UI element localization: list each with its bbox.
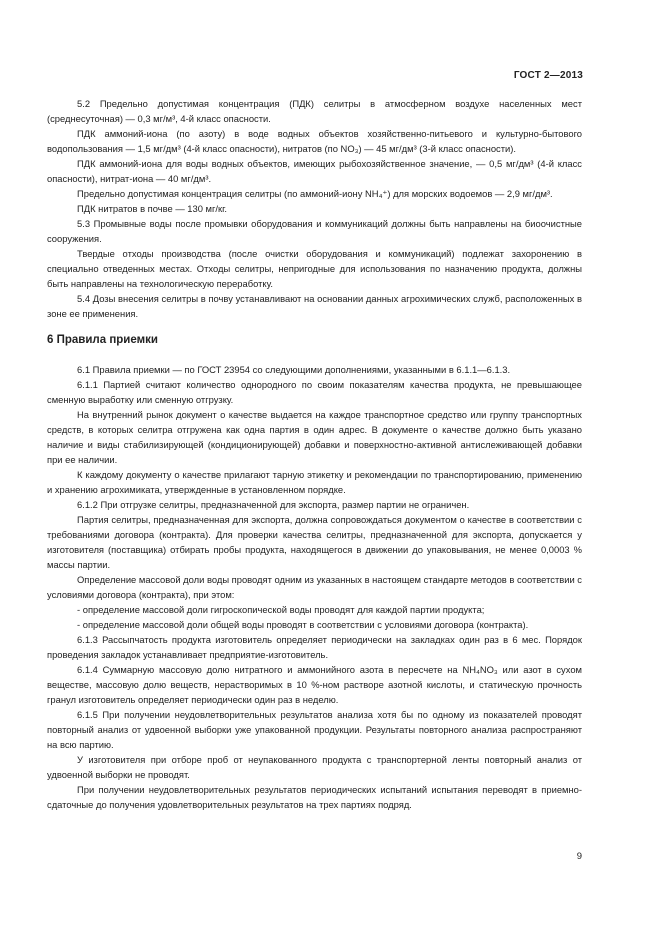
paragraph: 6.1.2 При отгрузке селитры, предназначенной для экспорта, размер партии не ограничен.: [77, 499, 470, 510]
paragraph: При получении неудовлетворительных результатов периодических испытаний испытания переводят в приемно-сдаточные до получения удовлетворительных результатов на трех партиях подряд.: [47, 784, 582, 810]
paragraph: 6.1.5 При получении неудовлетворительных результатов анализа хотя бы по одному из показателей проводят повторный анализ от удвоенной выборки уже упакованной продукции. Результаты повторного анализа распространяют на всю партию.: [47, 709, 582, 750]
paragraph: Твердые отходы производства (после очистки оборудования и коммуникаций) подлежат захоронению в специально отведенных местах. Отходы селитры, непригодные для использования по назначению продукта, должны быть направлены на технологическую переработку.: [47, 248, 582, 289]
paragraph: 6.1 Правила приемки — по ГОСТ 23954 со следующими дополнениями, указанными в 6.1.1—6.1.3.: [77, 364, 511, 375]
paragraph: ПДК нитратов в почве — 130 мг/кг.: [77, 203, 227, 214]
section-title: Правила приемки: [56, 334, 158, 346]
paragraph: 5.3 Промывные воды после промывки оборудования и коммуникаций должны быть направлены на биоочистные сооружения.: [47, 218, 582, 244]
paragraph: У изготовителя при отборе проб от неупакованного продукта с транспортерной ленты повторный анализ от удвоенной выборки не проводят.: [47, 754, 582, 780]
list-item: - определение массовой доли гигроскопической воды проводят для каждой партии продукта;: [77, 604, 485, 615]
document-body: [47, 96, 582, 812]
paragraph: Предельно допустимая концентрация селитры (по аммоний-иону NH₄⁺) для морских водоемов — 2,9 мг/дм³.: [77, 188, 553, 199]
section-number: 6: [47, 334, 54, 346]
list-item: - определение массовой доли общей воды проводят в соответствии с условиями договора (контракта).: [77, 619, 529, 630]
document-code-header: ГОСТ 2—2013: [513, 70, 583, 81]
paragraph: ПДК аммоний-иона (по азоту) в воде водных объектов хозяйственно-питьевого и культурно-бытового водопользования — 1,5 мг/дм³ (4-й класс опасности), нитратов (по NO₃) — 45 мг/дм³ (3-й класс опасности).: [47, 128, 582, 154]
paragraph: ПДК аммоний-иона для воды водных объектов, имеющих рыбохозяйственное значение, — 0,5 мг/дм³ (4-й класс опасности), нитрат-иона — 40 мг/дм³.: [47, 158, 582, 184]
page-number: 9: [576, 851, 582, 862]
section-heading: [47, 333, 582, 348]
paragraph: 5.2 Предельно допустимая концентрация (ПДК) селитры в атмосферном воздухе населенных мест (среднесуточная) — 0,3 мг/м³, 4-й класс опасности.: [47, 98, 582, 124]
paragraph: 5.4 Дозы внесения селитры в почву устанавливают на основании данных агрохимических служб, расположенных в зоне ее применения.: [47, 293, 582, 319]
paragraph: 6.1.3 Рассыпчатость продукта изготовитель определяет периодически на закладках один раз в 6 мес. Порядок проведения закладок устанавливает предприятие-изготовитель.: [47, 634, 582, 660]
paragraph: На внутренний рынок документ о качестве выдается на каждое транспортное средство или группу транспортных средств, в которых селитра отгружена как одна партия в один адрес. В документе о качестве должно быть указано наличие и виды стабилизирующей (кондиционирующей) добавки и поверхностно-активной антислеживающей добавки при ее наличии.: [47, 409, 582, 465]
paragraph: Партия селитры, предназначенная для экспорта, должна сопровождаться документом о качестве в соответствии с требованиями договора (контракта). Для проверки качества селитры, предназначенной для экспорта, допускается у изготовителя (поставщика) отбирать пробы продукта, находящегося в движении до упаковывания, не менее 0,0003 % массы партии.: [47, 514, 582, 570]
paragraph: 6.1.4 Суммарную массовую долю нитратного и аммонийного азота в пересчете на NH₄NO₃ или азот в сухом веществе, массовую долю веществ, нерастворимых в 10 %-ном растворе азотной кислоты, и статическую прочность гранул изготовитель определяет периодически один раз в неделю.: [47, 664, 582, 705]
paragraph: К каждому документу о качестве прилагают тарную этикетку и рекомендации по транспортированию, применению и хранению агрохимиката, утвержденные в установленном порядке.: [47, 469, 582, 495]
paragraph: 6.1.1 Партией считают количество однородного по своим показателям качества продукта, не превышающее сменную выработку или сменную отгрузку.: [47, 379, 582, 405]
paragraph: Определение массовой доли воды проводят одним из указанных в настоящем стандарте методов в соответствии с условиями договора (контракта), при этом:: [47, 574, 582, 600]
